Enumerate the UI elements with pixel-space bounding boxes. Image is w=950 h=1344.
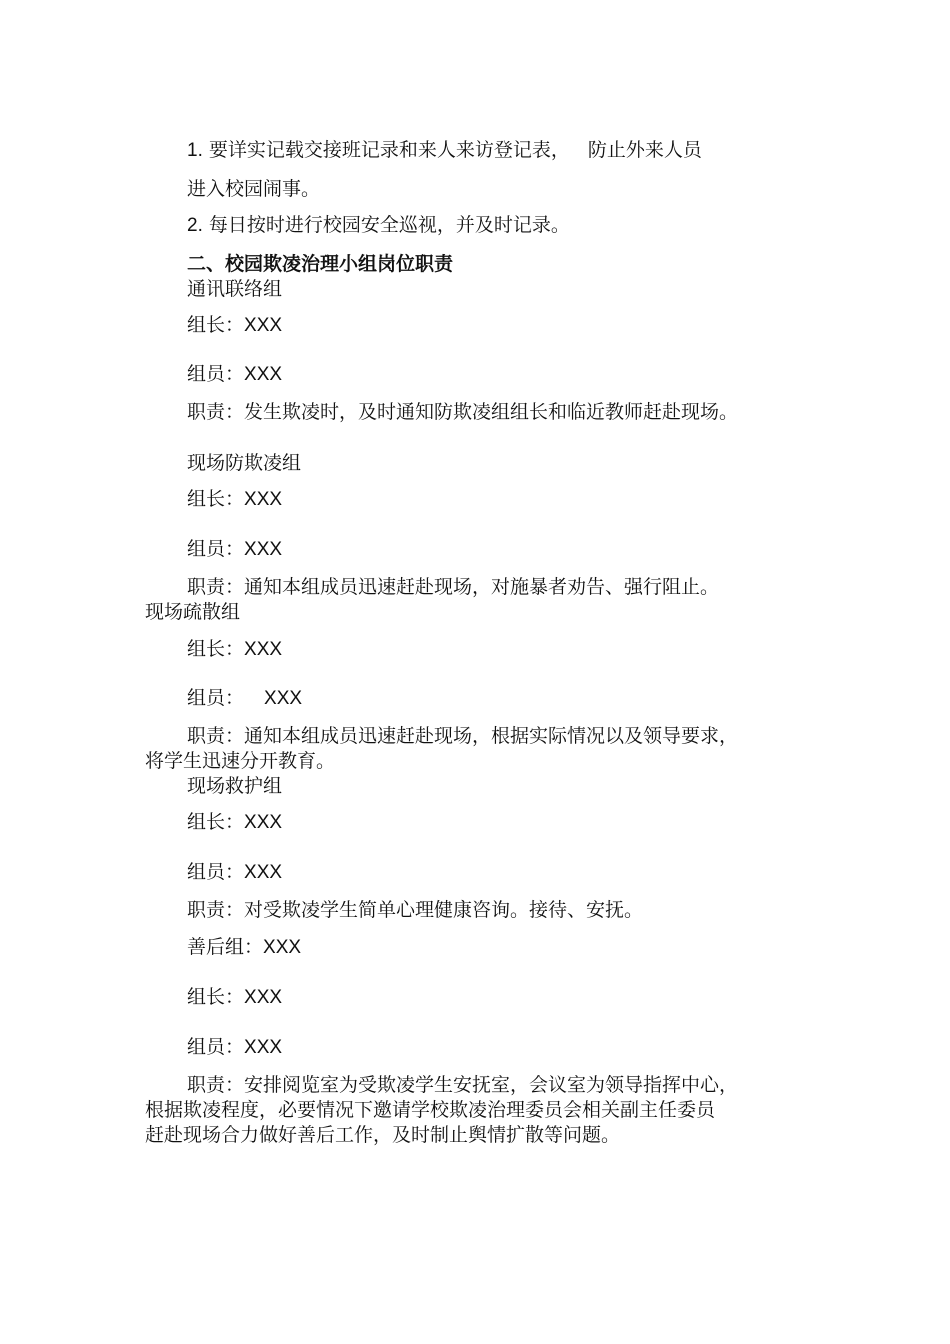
member-value: XXX xyxy=(244,862,283,883)
item-1-line-2: 进入校园闹事。 xyxy=(187,178,321,200)
group-aftercare-duty-1: 职责：安排阅览室为受欺凌学生安抚室，会议室为领导指挥中心， xyxy=(187,1074,739,1096)
group-comm-duty: 职责：发生欺凌时，及时通知防欺凌组组长和临近教师赶赴现场。 xyxy=(187,401,739,423)
item-1-number: 1. xyxy=(187,140,203,161)
group-name-evac: 现场疏散组 xyxy=(145,601,241,623)
group-evac-duty-2: 将学生迅速分开教育。 xyxy=(145,750,336,772)
leader-value: XXX xyxy=(244,489,283,510)
member-label: 组员： xyxy=(187,687,245,709)
member-value: XXX xyxy=(244,539,283,560)
leader-value: XXX xyxy=(244,639,283,660)
group-comm-member xyxy=(187,362,282,387)
leader-label: 组长： xyxy=(187,488,245,510)
leader-value: XXX xyxy=(244,987,283,1008)
section-heading: 二、校园欺凌治理小组岗位职责 xyxy=(187,253,454,275)
member-label: 组员： xyxy=(187,363,245,385)
group-name-aftercare xyxy=(187,935,301,960)
member-value: XXX xyxy=(264,688,303,709)
leader-label: 组长： xyxy=(187,314,245,336)
group-aftercare-member xyxy=(187,1035,282,1060)
group-aftercare-duty-2: 根据欺凌程度，必要情况下邀请学校欺凌治理委员会相关副主任委员 xyxy=(145,1099,716,1121)
leader-label: 组长： xyxy=(187,811,245,833)
member-label: 组员： xyxy=(187,861,245,883)
group-name-rescue: 现场救护组 xyxy=(187,775,283,797)
group-aftercare-duty-3: 赶赴现场合力做好善后工作，及时制止舆情扩散等问题。 xyxy=(145,1124,621,1146)
group-rescue-leader xyxy=(187,810,282,835)
item-2-number: 2. xyxy=(187,215,203,236)
group-evac-member xyxy=(187,686,302,711)
group-evac-duty-1: 职责：通知本组成员迅速赶赴现场，根据实际情况以及领导要求， xyxy=(187,725,739,747)
group-antibully-leader xyxy=(187,487,282,512)
item-1-line-1 xyxy=(187,138,702,163)
member-value: XXX xyxy=(244,1037,283,1058)
member-value: XXX xyxy=(244,364,283,385)
item-1-text: 要详实记载交接班记录和来人来访登记表， xyxy=(208,139,570,161)
member-label: 组员： xyxy=(187,1036,245,1058)
item-1-text-b: 防止外来人员 xyxy=(587,139,702,161)
group-antibully-member xyxy=(187,537,282,562)
group-evac-leader xyxy=(187,637,282,662)
group-name-antibully: 现场防欺凌组 xyxy=(187,452,302,474)
leader-label: 组长： xyxy=(187,986,245,1008)
aftercare-label: 善后组： xyxy=(187,936,264,958)
item-2-text: 每日按时进行校园安全巡视，并及时记录。 xyxy=(208,214,570,236)
aftercare-value: XXX xyxy=(263,937,302,958)
leader-value: XXX xyxy=(244,315,283,336)
group-antibully-duty: 职责：通知本组成员迅速赶赴现场，对施暴者劝告、强行阻止。 xyxy=(187,576,720,598)
member-label: 组员： xyxy=(187,538,245,560)
group-rescue-member xyxy=(187,860,282,885)
leader-label: 组长： xyxy=(187,638,245,660)
group-rescue-duty: 职责：对受欺凌学生简单心理健康咨询。接待、安抚。 xyxy=(187,899,644,921)
leader-value: XXX xyxy=(244,812,283,833)
item-2 xyxy=(187,213,570,238)
group-comm-leader xyxy=(187,313,282,338)
group-aftercare-leader xyxy=(187,985,282,1010)
group-name-comm: 通讯联络组 xyxy=(187,278,283,300)
